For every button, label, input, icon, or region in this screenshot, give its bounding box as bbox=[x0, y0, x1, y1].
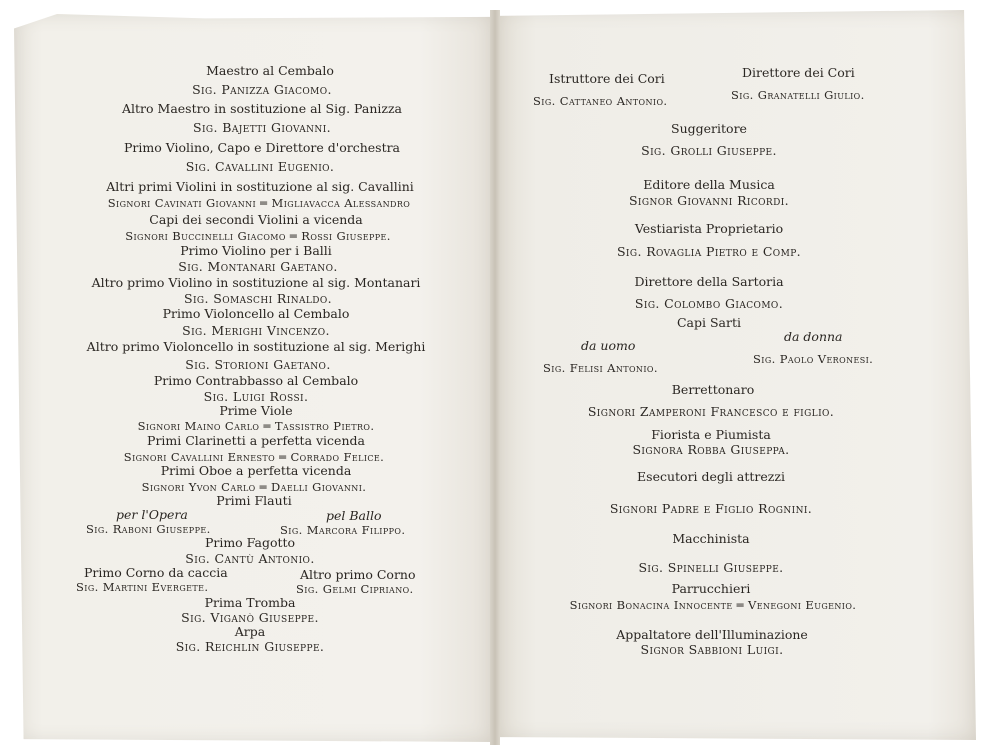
heading-vestiarista: Vestiarista Proprietario bbox=[634, 221, 784, 236]
label-pel-ballo: pel Ballo bbox=[326, 508, 382, 523]
heading-primi-clarinetti: Primi Clarinetti a perfetta vicenda bbox=[147, 433, 365, 448]
name-somaschi: Sig. Somaschi Rinaldo. bbox=[183, 291, 333, 306]
name-montanari: Sig. Montanari Gaetano. bbox=[178, 259, 338, 274]
heading-fiorista: Fiorista e Piumista bbox=[651, 427, 771, 442]
heading-capi-sarti: Capi Sarti bbox=[676, 315, 742, 330]
heading-suggeritore: Suggeritore bbox=[671, 121, 747, 136]
name-grolli: Sig. Grolli Giuseppe. bbox=[641, 143, 777, 158]
name-zamperoni: Signori Zamperoni Francesco e figlio. bbox=[587, 404, 835, 419]
label-da-uomo: da uomo bbox=[581, 338, 636, 353]
heading-parrucchieri: Parrucchieri bbox=[671, 581, 751, 596]
name-spinelli: Sig. Spinelli Giuseppe. bbox=[638, 560, 784, 575]
heading-arpa: Arpa bbox=[234, 624, 266, 639]
heading-primo-violino-balli: Primo Violino per i Balli bbox=[180, 243, 332, 258]
name-cattaneo: Sig. Cattaneo Antonio. bbox=[533, 94, 668, 108]
name-gelmi: Sig. Gelmi Cipriano. bbox=[296, 582, 414, 596]
name-cavallini: Sig. Cavallini Eugenio. bbox=[185, 159, 335, 174]
names-cavallini-felice: Signori Cavallini Ernesto ═ Corrado Felice. bbox=[123, 450, 385, 464]
heading-altro-maestro: Altro Maestro in sostituzione al Sig. Panizza bbox=[122, 101, 402, 116]
heading-direttore-cori: Direttore dei Cori bbox=[742, 65, 855, 80]
names-buccinelli-rossi: Signori Buccinelli Giacomo ═ Rossi Giuseppe. bbox=[125, 229, 391, 243]
heading-altro-primo-violino: Altro primo Violino in sostituzione al sig. Montanari bbox=[91, 275, 421, 290]
heading-capi-secondi: Capi dei secondi Violini a vicenda bbox=[149, 212, 363, 227]
names-cavinati-migliavacca: Signori Cavinati Giovanni ═ Migliavacca Alessandro bbox=[107, 196, 411, 210]
heading-istruttore-cori: Istruttore dei Cori bbox=[549, 71, 665, 86]
heading-prime-viole: Prime Viole bbox=[219, 403, 293, 418]
heading-editore: Editore della Musica bbox=[643, 177, 775, 192]
heading-primi-oboe: Primi Oboe a perfetta vicenda bbox=[160, 463, 352, 478]
heading-prima-tromba: Prima Tromba bbox=[204, 595, 296, 610]
name-cantu: Sig. Cantù Antonio. bbox=[185, 551, 315, 566]
label-da-donna: da donna bbox=[784, 329, 843, 344]
name-luigi-rossi: Sig. Luigi Rossi. bbox=[203, 389, 309, 404]
heading-primi-flauti: Primi Flauti bbox=[216, 493, 292, 508]
name-granatelli: Sig. Granatelli Giulio. bbox=[731, 88, 865, 102]
name-ricordi: Signor Giovanni Ricordi. bbox=[628, 193, 790, 208]
heading-appaltatore: Appaltatore dell'Illuminazione bbox=[616, 627, 808, 642]
heading-altro-corno: Altro primo Corno bbox=[300, 567, 416, 582]
name-sabbioni: Signor Sabbioni Luigi. bbox=[640, 642, 784, 657]
label-per-opera: per l'Opera bbox=[116, 507, 188, 522]
name-martini: Sig. Martini Evergete. bbox=[76, 580, 209, 594]
names-maino-tassistro: Signori Maino Carlo ═ Tassistro Pietro. bbox=[137, 419, 375, 433]
heading-altri-primi-violini: Altri primi Violini in sostituzione al sig. Cavallini bbox=[106, 179, 414, 194]
name-veronesi: Sig. Paolo Veronesi. bbox=[753, 352, 874, 366]
heading-primo-contrabbasso: Primo Contrabbasso al Cembalo bbox=[153, 373, 359, 388]
name-felisi: Sig. Felisi Antonio. bbox=[543, 361, 658, 375]
name-bajetti: Sig. Bajetti Giovanni. bbox=[192, 120, 332, 135]
name-merighi: Sig. Merighi Vincenzo. bbox=[182, 323, 330, 338]
heading-esecutori: Esecutori degli attrezzi bbox=[637, 469, 785, 484]
heading-primo-corno: Primo Corno da caccia bbox=[84, 565, 228, 580]
heading-primo-fagotto: Primo Fagotto bbox=[204, 535, 296, 550]
heading-primo-violino-capo: Primo Violino, Capo e Direttore d'orchestra bbox=[123, 140, 401, 155]
name-reichlin: Sig. Reichlin Giuseppe. bbox=[175, 639, 325, 654]
name-colombo: Sig. Colombo Giacomo. bbox=[634, 296, 784, 311]
heading-berrettonaro: Berrettonaro bbox=[671, 382, 755, 397]
name-robba: Signora Robba Giuseppa. bbox=[632, 442, 790, 457]
heading-maestro-cembalo: Maestro al Cembalo bbox=[206, 63, 334, 78]
name-storioni: Sig. Storioni Gaetano. bbox=[185, 357, 331, 372]
name-vigano: Sig. Viganò Giuseppe. bbox=[181, 610, 319, 625]
name-rovaglia: Sig. Rovaglia Pietro e Comp. bbox=[616, 244, 802, 259]
heading-primo-violoncello: Primo Violoncello al Cembalo bbox=[162, 306, 350, 321]
heading-macchinista: Macchinista bbox=[672, 531, 750, 546]
names-yvon-daelli: Signori Yvon Carlo ═ Daelli Giovanni. bbox=[141, 480, 367, 494]
heading-altro-violoncello: Altro primo Violoncello in sostituzione al sig. Merighi bbox=[86, 339, 426, 354]
book-gutter bbox=[490, 10, 500, 745]
names-bonacina-venegoni: Signori Bonacina Innocente ═ Venegoni Eugenio. bbox=[569, 598, 857, 612]
name-raboni: Sig. Raboni Giuseppe. bbox=[86, 522, 211, 536]
name-marcora: Sig. Marcora Filippo. bbox=[280, 523, 406, 537]
heading-direttore-sartoria: Direttore della Sartoria bbox=[634, 274, 784, 289]
name-panizza: Sig. Panizza Giacomo. bbox=[192, 82, 332, 97]
name-rognini: Signori Padre e Figlio Rognini. bbox=[609, 501, 813, 516]
